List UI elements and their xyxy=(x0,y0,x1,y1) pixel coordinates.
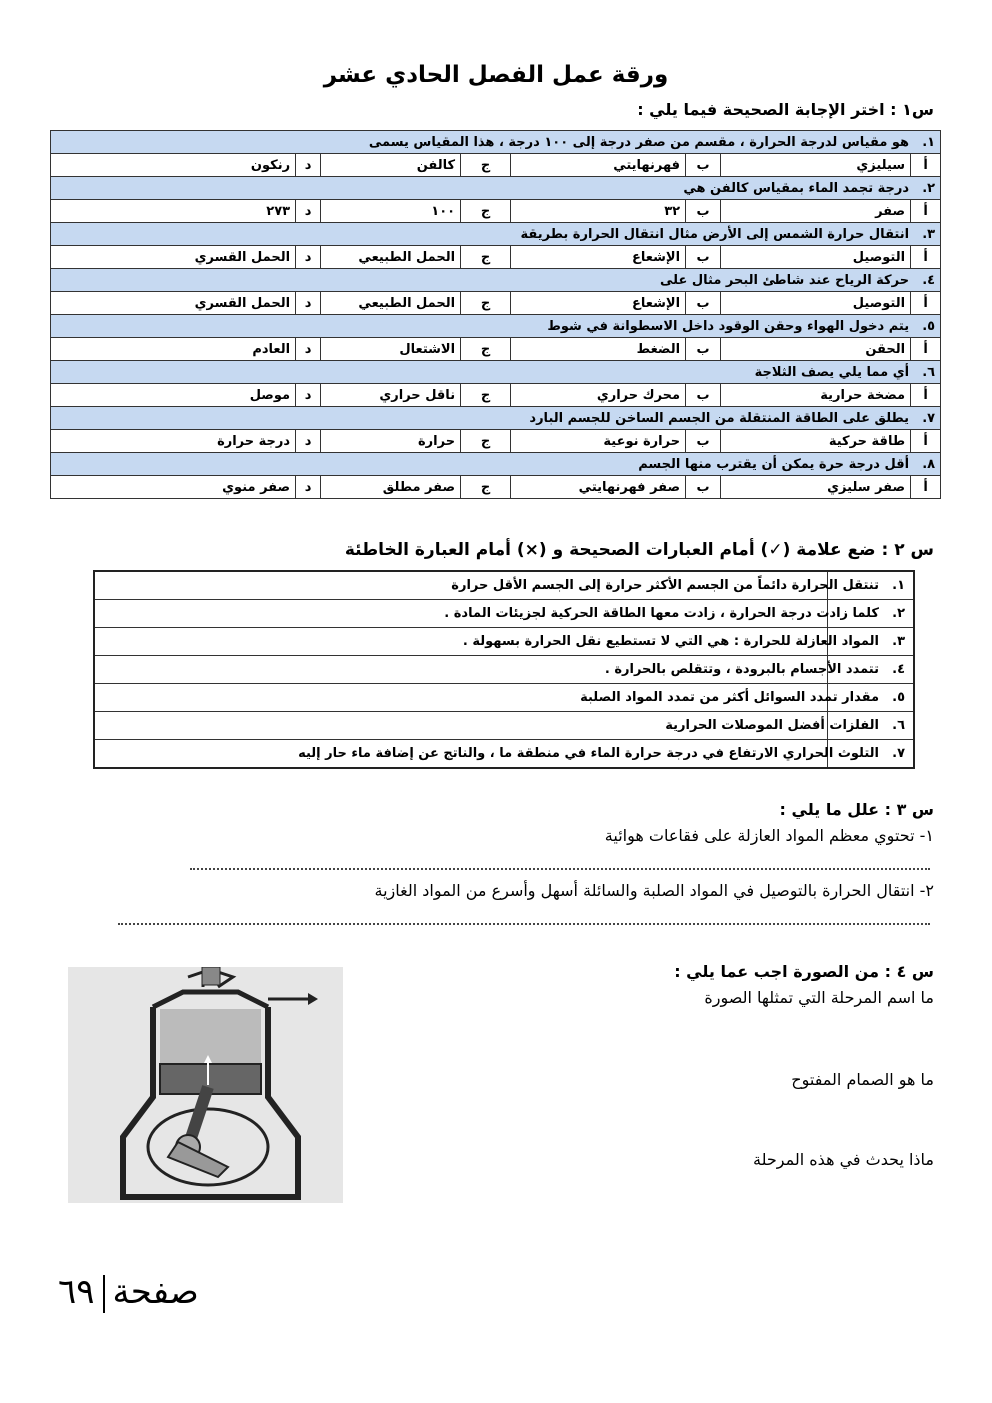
question-row xyxy=(51,177,941,200)
option-letter: د xyxy=(296,476,321,499)
option-letter: ب xyxy=(686,292,721,315)
option-choice[interactable]: صفر سليزي xyxy=(721,476,911,499)
option-choice[interactable]: رنكون xyxy=(51,154,296,177)
statement-number: ١. xyxy=(892,578,905,593)
option-choice[interactable]: الحمل القسري xyxy=(51,292,296,315)
option-choice[interactable]: فهرنهايتي xyxy=(511,154,686,177)
option-letter: أ xyxy=(911,338,941,361)
option-letter: د xyxy=(296,384,321,407)
options-row xyxy=(51,200,941,223)
statement-row xyxy=(94,740,914,769)
option-choice[interactable]: صفر xyxy=(721,200,911,223)
statement: تنتقل الحرارة دائماً من الجسم الأكثر حرارة إلى الجسم الأقل حرارة xyxy=(451,578,879,593)
question-row xyxy=(51,453,941,476)
question-text xyxy=(51,131,941,154)
question-number: ٣. xyxy=(922,226,936,242)
option-choice[interactable]: موصل xyxy=(51,384,296,407)
question-row xyxy=(51,223,941,246)
option-choice[interactable]: حرارة xyxy=(321,430,461,453)
options-row xyxy=(51,430,941,453)
statement-row xyxy=(94,656,914,684)
q3-item-1: ١- تحتوي معظم المواد العازلة على فقاعات هوائية xyxy=(604,826,934,845)
statement-text xyxy=(665,712,914,740)
option-letter: ب xyxy=(686,154,721,177)
option-choice[interactable]: الحقن xyxy=(721,338,911,361)
footer-divider xyxy=(103,1275,105,1313)
option-letter: أ xyxy=(911,430,941,453)
answer-line-2[interactable] xyxy=(118,923,930,925)
statement-text xyxy=(580,684,914,712)
option-choice[interactable]: الاشتعال xyxy=(321,338,461,361)
question-number: ١. xyxy=(922,134,936,150)
option-letter: أ xyxy=(911,154,941,177)
statement-number: ٤. xyxy=(892,662,905,677)
engine-cylinder-image xyxy=(68,967,343,1203)
question-row xyxy=(51,315,941,338)
option-letter: ب xyxy=(686,200,721,223)
option-letter: د xyxy=(296,338,321,361)
option-letter: ج xyxy=(461,338,511,361)
option-choice[interactable]: ١٠٠ xyxy=(321,200,461,223)
option-choice[interactable]: درجة حرارة xyxy=(51,430,296,453)
option-letter: ب xyxy=(686,338,721,361)
option-choice[interactable]: صفر مطلق xyxy=(321,476,461,499)
option-letter: ج xyxy=(461,292,511,315)
question-stem: أقل درجة حرة يمكن أن يقترب منها الجسم xyxy=(638,456,910,472)
q2-heading: س ٢ : ضع علامة (✓) أمام العبارات الصحيحة و (×) أمام العبارة الخاطئة xyxy=(344,540,934,560)
statement-row xyxy=(94,571,914,600)
question-row xyxy=(51,131,941,154)
question-row xyxy=(51,361,941,384)
option-letter: ج xyxy=(461,384,511,407)
option-choice[interactable]: كالفن xyxy=(321,154,461,177)
options-row xyxy=(51,384,941,407)
q1-heading: س١ : اختر الإجابة الصحيحة فيما يلي : xyxy=(637,100,934,119)
option-letter: ج xyxy=(461,476,511,499)
question-stem: حركة الرياح عند شاطئ البحر مثال على xyxy=(659,272,910,288)
option-letter: أ xyxy=(911,246,941,269)
question-number: ٢. xyxy=(922,180,936,196)
statement: المواد العازلة للحرارة : هي التي لا تستطيع نقل الحرارة بسهولة . xyxy=(462,634,879,649)
q4-item-2: ما هو الصمام المفتوح xyxy=(791,1070,934,1089)
question-number: ٥. xyxy=(922,318,936,334)
option-choice[interactable]: مضخة حرارية xyxy=(721,384,911,407)
statement: الفلزات أفضل الموصلات الحرارية xyxy=(665,718,879,733)
option-letter: د xyxy=(296,246,321,269)
option-letter: ب xyxy=(686,384,721,407)
option-letter: ج xyxy=(461,200,511,223)
option-letter: د xyxy=(296,154,321,177)
question-text xyxy=(51,177,941,200)
question-row xyxy=(51,407,941,430)
statement-text xyxy=(444,600,914,628)
q4-heading: س ٤ : من الصورة اجب عما يلي : xyxy=(674,962,934,981)
page-number: ٦٩ xyxy=(58,1272,95,1312)
statement-number: ٥. xyxy=(892,690,905,705)
question-stem: انتقال حرارة الشمس إلى الأرض مثال انتقال الحرارة بطريقة xyxy=(520,226,910,242)
option-letter: ب xyxy=(686,430,721,453)
question-number: ٧. xyxy=(922,410,936,426)
answer-line-1[interactable] xyxy=(190,868,930,870)
statement-text xyxy=(451,571,914,600)
question-text xyxy=(51,453,941,476)
option-choice[interactable]: الإشعاع xyxy=(511,246,686,269)
option-choice[interactable]: ناقل حراري xyxy=(321,384,461,407)
statement: تتمدد الأجسام بالبرودة ، وتتقلص بالحرارة . xyxy=(604,662,879,677)
option-letter: ب xyxy=(686,246,721,269)
option-choice[interactable]: صفر فهرنهايتي xyxy=(511,476,686,499)
statement-row xyxy=(94,628,914,656)
statement-number: ٧. xyxy=(892,746,905,761)
option-choice[interactable]: الحمل الطبيعي xyxy=(321,246,461,269)
question-text xyxy=(51,223,941,246)
statement-row xyxy=(94,684,914,712)
footer-label: صفحة xyxy=(112,1272,199,1312)
question-stem: هو مقياس لدرجة الحرارة ، مقسم من صفر درجة إلى ١٠٠ درجة ، هذا المقياس يسمى xyxy=(368,134,910,150)
option-choice[interactable]: طاقة حركية xyxy=(721,430,911,453)
q1-table xyxy=(50,130,941,499)
option-choice[interactable]: سيليزي xyxy=(721,154,911,177)
option-choice[interactable]: العادم xyxy=(51,338,296,361)
option-choice[interactable]: صفر منوي xyxy=(51,476,296,499)
option-letter: أ xyxy=(911,384,941,407)
statement-text xyxy=(298,740,914,769)
options-row xyxy=(51,154,941,177)
question-number: ٨. xyxy=(922,456,936,472)
question-text xyxy=(51,269,941,292)
question-text xyxy=(51,407,941,430)
statement-number: ٦. xyxy=(892,718,905,733)
question-text xyxy=(51,361,941,384)
option-choice[interactable]: الإشعاع xyxy=(511,292,686,315)
page-title: ورقة عمل الفصل الحادي عشر xyxy=(323,62,669,88)
option-choice[interactable]: حرارة نوعية xyxy=(511,430,686,453)
q4-item-1: ما اسم المرحلة التي تمثلها الصورة xyxy=(704,988,934,1007)
option-letter: ج xyxy=(461,430,511,453)
option-letter: د xyxy=(296,430,321,453)
options-row xyxy=(51,476,941,499)
q3-heading: س ٣ : علل ما يلي : xyxy=(779,800,934,819)
statement: التلوث الحراري الارتفاع في درجة حرارة الماء في منطقة ما ، والناتج عن إضافة ماء حار إليه xyxy=(298,746,879,761)
option-letter: ج xyxy=(461,246,511,269)
option-choice[interactable]: ٣٢ xyxy=(511,200,686,223)
question-text xyxy=(51,315,941,338)
statement-number: ٣. xyxy=(892,634,905,649)
option-letter: د xyxy=(296,200,321,223)
statement-text xyxy=(462,628,914,656)
option-letter: أ xyxy=(911,476,941,499)
option-choice[interactable]: الحمل الطبيعي xyxy=(321,292,461,315)
option-letter: د xyxy=(296,292,321,315)
option-letter: ج xyxy=(461,154,511,177)
q4-item-3: ماذا يحدث في هذه المرحلة xyxy=(753,1150,934,1169)
question-stem: يتم دخول الهواء وحقن الوقود داخل الاسطوانة في شوط xyxy=(547,318,910,334)
question-stem: أي مما يلي يصف الثلاجة xyxy=(754,364,910,380)
q2-table xyxy=(93,570,915,769)
question-stem: يطلق على الطاقة المنتقلة من الجسم الساخن للجسم البارد xyxy=(529,410,910,426)
q3-item-2: ٢- انتقال الحرارة بالتوصيل في المواد الصلبة والسائلة أسهل وأسرع من المواد الغازية xyxy=(374,881,934,900)
page-footer xyxy=(58,1272,199,1313)
statement: كلما زادت درجة الحرارة ، زادت معها الطاقة الحركية لجزيئات المادة . xyxy=(444,606,879,621)
statement-text xyxy=(604,656,914,684)
option-letter: أ xyxy=(911,200,941,223)
option-choice[interactable]: ٢٧٣ xyxy=(51,200,296,223)
statement-row xyxy=(94,600,914,628)
question-number: ٤. xyxy=(922,272,936,288)
option-letter: ب xyxy=(686,476,721,499)
option-choice[interactable]: الحمل القسري xyxy=(51,246,296,269)
statement-number: ٢. xyxy=(892,606,905,621)
option-choice[interactable]: محرك حراري xyxy=(511,384,686,407)
options-row xyxy=(51,338,941,361)
question-stem: درجة تجمد الماء بمقياس كالفن هي xyxy=(683,180,910,196)
statement: مقدار تمدد السوائل أكثر من تمدد المواد الصلبة xyxy=(580,690,879,705)
options-row xyxy=(51,292,941,315)
question-number: ٦. xyxy=(922,364,936,380)
option-letter: أ xyxy=(911,292,941,315)
statement-row xyxy=(94,712,914,740)
question-row xyxy=(51,269,941,292)
options-row xyxy=(51,246,941,269)
option-choice[interactable]: الضغط xyxy=(511,338,686,361)
option-choice[interactable]: التوصيل xyxy=(721,246,911,269)
option-choice[interactable]: التوصيل xyxy=(721,292,911,315)
